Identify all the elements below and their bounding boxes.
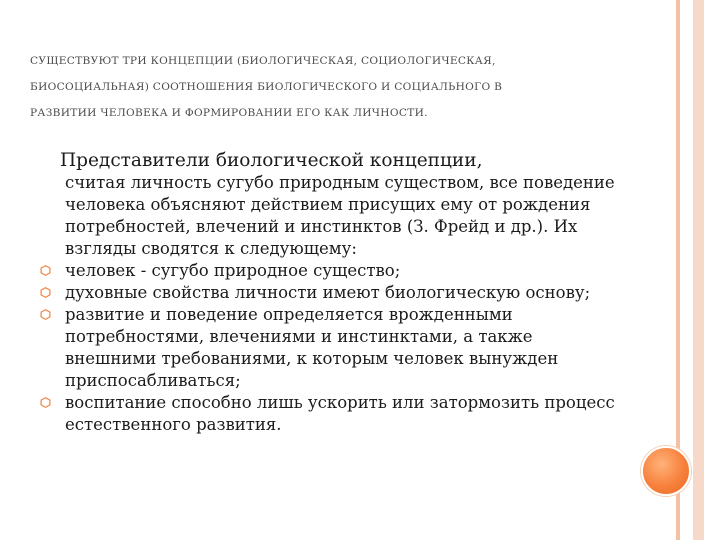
list-item — [40, 392, 625, 436]
list-item-text: воспитание способно лишь ускорить или затормозить процесс естественного развития. — [65, 393, 615, 434]
decorative-side-bar — [693, 0, 704, 540]
hexagon-bullet-icon — [40, 265, 51, 276]
hexagon-bullet-icon — [40, 397, 51, 408]
list-item — [40, 282, 625, 304]
bullet-list — [40, 260, 630, 436]
slide-title — [30, 48, 680, 126]
hexagon-bullet-icon — [40, 287, 51, 298]
title-line: СУЩЕСТВУЮТ ТРИ КОНЦЕПЦИИ (БИОЛОГИЧЕСКАЯ, СОЦИОЛОГИЧЕСКАЯ, — [30, 55, 496, 67]
intro-lead: Представители биологической концепции, — [60, 150, 483, 171]
list-item — [40, 304, 625, 392]
title-line: БИОСОЦИАЛЬНАЯ) СООТНОШЕНИЯ БИОЛОГИЧЕСКОГО И СОЦИАЛЬНОГО В — [30, 81, 503, 93]
list-item-text: духовные свойства личности имеют биологическую основу; — [65, 283, 591, 302]
list-item-text: человек - сугубо природное существо; — [65, 261, 401, 280]
list-item-text: развитие и поведение определяется врожденными потребностями, влечениями и инстинктами, а также внешними требованиями, к которым человек вынужден приспосабливаться; — [65, 305, 559, 390]
list-item — [40, 260, 625, 282]
hexagon-bullet-icon — [40, 309, 51, 320]
slide-body — [40, 150, 630, 436]
intro-text: считая личность сугубо природным существом, все поведение человека объясняют действием присущих ему от рождения потребностей, влечений и инстинктов (З. Фрейд и др.). Их взгляды сводятся к следующему: — [65, 173, 615, 258]
title-line: РАЗВИТИИ ЧЕЛОВЕКА И ФОРМИРОВАНИИ ЕГО КАК ЛИЧНОСТИ. — [30, 107, 428, 119]
decorative-orange-circle — [641, 446, 691, 496]
